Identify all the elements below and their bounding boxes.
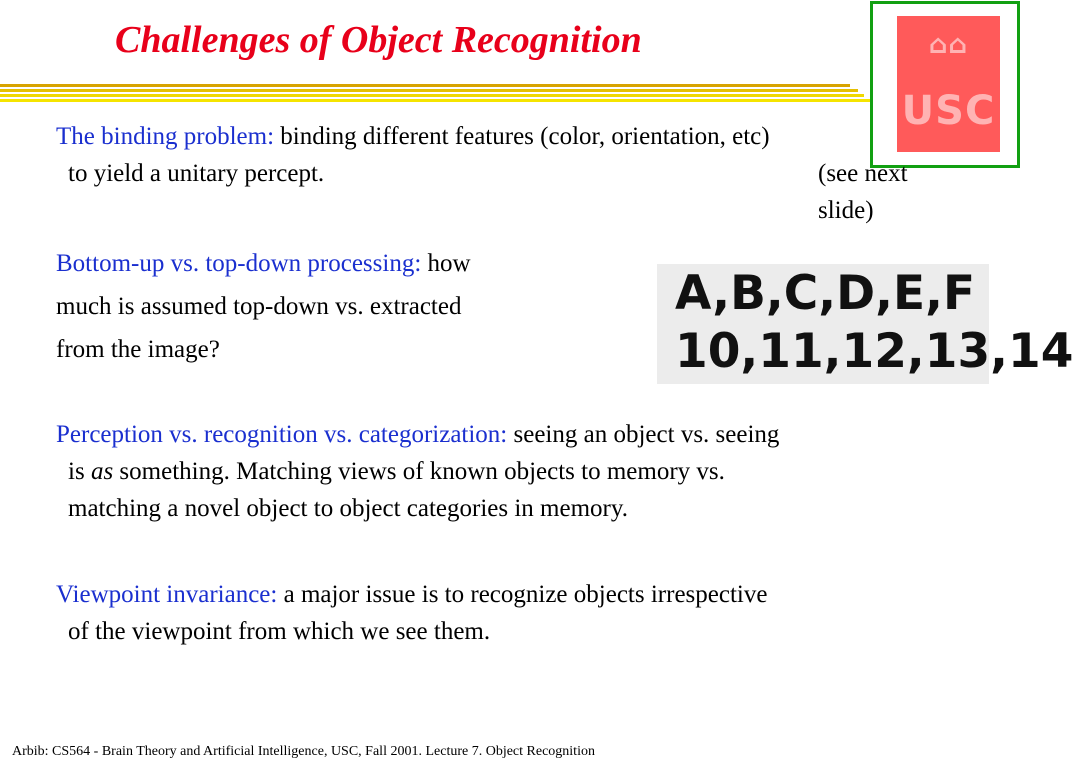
term-binding-problem: The binding problem: bbox=[56, 123, 275, 150]
slide-title: Challenges of Object Recognition bbox=[115, 19, 642, 61]
paragraph-text bbox=[56, 155, 966, 224]
paragraph-perception bbox=[56, 416, 966, 527]
letters-line-2: 10,11,12,13,14 bbox=[675, 324, 1073, 379]
emphasis-as: as bbox=[90, 458, 114, 485]
paragraph-text: from the image? bbox=[56, 336, 220, 363]
paragraph-bottom-up bbox=[56, 242, 616, 371]
paragraph-text: something. Matching views of known objects to memory vs. bbox=[113, 458, 725, 485]
paragraph-text: how bbox=[421, 250, 471, 277]
paragraph-binding-problem bbox=[56, 118, 966, 224]
paragraph-text: matching a novel object to object categories in memory. bbox=[68, 495, 628, 522]
paragraph-viewpoint bbox=[56, 576, 966, 650]
slide-footer: Arbib: CS564 - Brain Theory and Artificial Intelligence, USC, Fall 2001. Lecture 7. Object Recognition bbox=[12, 744, 595, 759]
see-next-slide-note: (see next slide) bbox=[818, 160, 908, 224]
paragraph-text: binding different features (color, orientation, etc) bbox=[274, 123, 770, 150]
logo-bottom-text: USC bbox=[901, 88, 996, 134]
paragraph-text: of the viewpoint from which we see them. bbox=[68, 618, 491, 645]
paragraph-text: seeing an object vs. seeing bbox=[507, 421, 780, 448]
paragraph-text: to yield a unitary percept. bbox=[68, 160, 325, 187]
paragraph-text: much is assumed top-down vs. extracted bbox=[56, 293, 462, 320]
logo-top-text: ⌂⌂ bbox=[928, 30, 969, 60]
title-underline-stripes bbox=[0, 84, 870, 106]
term-viewpoint: Viewpoint invariance: bbox=[56, 581, 278, 608]
paragraph-text bbox=[56, 453, 966, 490]
term-perception: Perception vs. recognition vs. categorization: bbox=[56, 421, 508, 448]
paragraph-text: a major issue is to recognize objects irrespective bbox=[277, 581, 768, 608]
letters-figure bbox=[657, 264, 1073, 384]
term-bottom-up: Bottom-up vs. top-down processing: bbox=[56, 250, 422, 277]
letters-line-1: A,B,C,D,E,F bbox=[675, 266, 976, 321]
paragraph-text: is bbox=[68, 458, 91, 485]
